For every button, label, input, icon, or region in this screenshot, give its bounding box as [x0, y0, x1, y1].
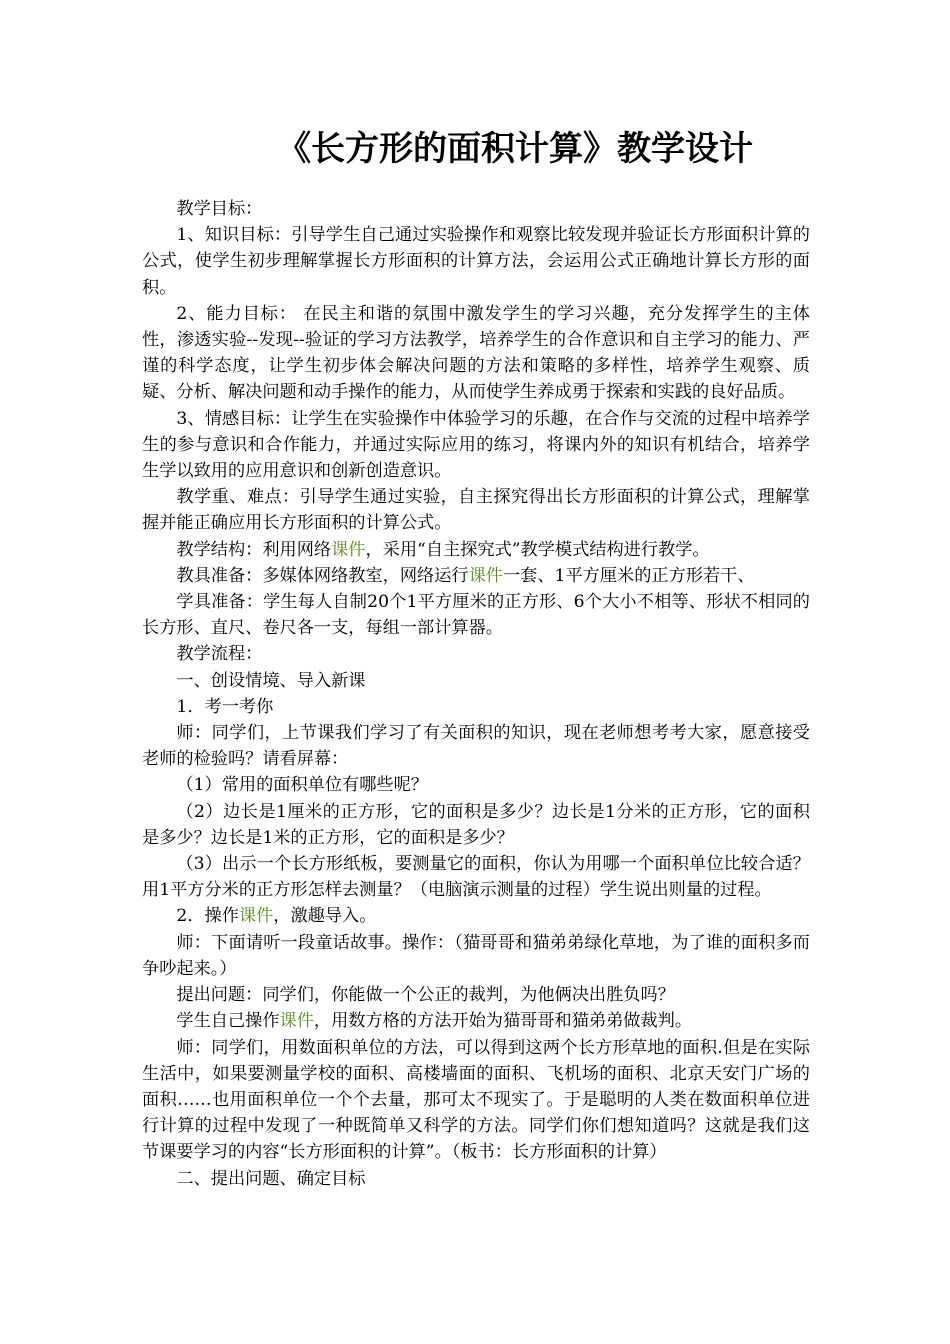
document-title: 《长方形的面积计算》教学设计 [277, 129, 753, 169]
paragraph-question-1: （1）常用的面积单位有哪些呢？ [176, 775, 428, 796]
courseware-link[interactable]: 课件 [468, 565, 503, 586]
courseware-link[interactable]: 课件 [331, 539, 366, 560]
paragraph-pose-question: 提出问题：同学们，你能做一个公正的裁判，为他俩决出胜负吗？ [176, 985, 675, 1006]
paragraph-teacher-explain: 师：同学们，用数面积单位的方法，可以得到这两个长方形草地的面积.但是在实际生活中，如果要测量学校的面积、高楼墙面的面积、飞机场的面积、北京天安门广场的面积……也用面积单位一个个去量，那可太不现实了。于是聪明的人类在数面积单位进行计算的过程中发现了一种既简单又科学的方法。同学们你们想知道吗？这就是我们这节课要学习的内容“长方形面积的计算”。（板书：长方形面积的计算） [142, 1037, 810, 1163]
paragraph-question-2: （2）边长是1厘米的正方形，它的面积是多少？边长是1分米的正方形，它的面积是多少？边长是1米的正方形，它的面积是多少？ [142, 801, 810, 848]
courseware-link[interactable]: 课件 [279, 1011, 314, 1032]
paragraph-knowledge-goal: 1、知识目标：引导学生自己通过实验操作和观察比较发现并验证长方形面积计算的公式，使学生初步理解掌握长方形面积的计算方法，会运用公式正确地计算长方形的面积。 [142, 225, 810, 298]
paragraph-key-points: 教学重、难点：引导学生通过实验，自主探究得出长方形面积的计算公式，理解掌握并能正确应用长方形面积的计算公式。 [142, 487, 810, 534]
paragraph-ability-goal: 2、能力目标： 在民主和谐的氛围中激发学生的学习兴趣，充分发挥学生的主体性，渗透实验--发现--验证的学习方法教学，培养学生的合作意识和自主学习的能力、严谨的科学态度，让学生初步体会解决问题的方法和策略的多样性，培养学生观察、质疑、分析、解决问题和动手操作的能力，从而使学生养成勇于探索和实践的良好品质。 [142, 303, 810, 403]
paragraph-teaching-aids: 教具准备：多媒体网络教室，网络运行课件一套、1平方厘米的正方形若干、 [176, 565, 755, 586]
paragraph-process-heading: 教学流程： [176, 644, 263, 665]
paragraph-student-operate: 学生自己操作课件，用数方格的方法开始为猫哥哥和猫弟弟做裁判。 [176, 1011, 693, 1032]
document-body [142, 196, 810, 1192]
paragraph-student-aids: 学具准备：学生每人自制20个1平方厘米的正方形、6个大小不相等、形状不相同的长方形、直尺、卷尺各一支，每组一部计算器。 [142, 592, 810, 639]
paragraph-question-3: （3）出示一个长方形纸板，要测量它的面积，你认为用哪一个面积单位比较合适？用1平方分米的正方形怎样去测量？（电脑演示测量的过程）学生说出则量的过程。 [142, 854, 810, 901]
paragraph-emotion-goal: 3、情感目标：让学生在实验操作中体验学习的乐趣，在合作与交流的过程中培养学生的参与意识和合作能力，并通过实际应用的练习，将课内外的知识有机结合，培养学生学以致用的应用意识和创新创造意识。 [142, 408, 810, 482]
paragraph-story: 师：下面请听一段童话故事。操作：（猫哥哥和猫弟弟绿化草地，为了谁的面积多而争吵起来。） [142, 932, 810, 979]
subsection-heading-quiz: 1．考一考你 [176, 696, 274, 717]
section-heading-1: 一、创设情境、导入新课 [176, 670, 366, 691]
paragraph-objectives-heading: 教学目标： [176, 199, 263, 219]
courseware-link[interactable]: 课件 [238, 906, 274, 927]
paragraph-teacher-intro: 师：同学们，上节课我们学习了有关面积的知识，现在老师想考考大家，愿意接受老师的检验吗？请看屏幕： [142, 723, 810, 770]
section-heading-2: 二、提出问题、确定目标 [176, 1168, 366, 1189]
subsection-heading-operate: 2．操作课件，激趣导入。 [176, 906, 377, 927]
paragraph-teaching-structure: 教学结构：利用网络课件，采用“自主探究式”教学模式结构进行教学。 [176, 539, 710, 560]
